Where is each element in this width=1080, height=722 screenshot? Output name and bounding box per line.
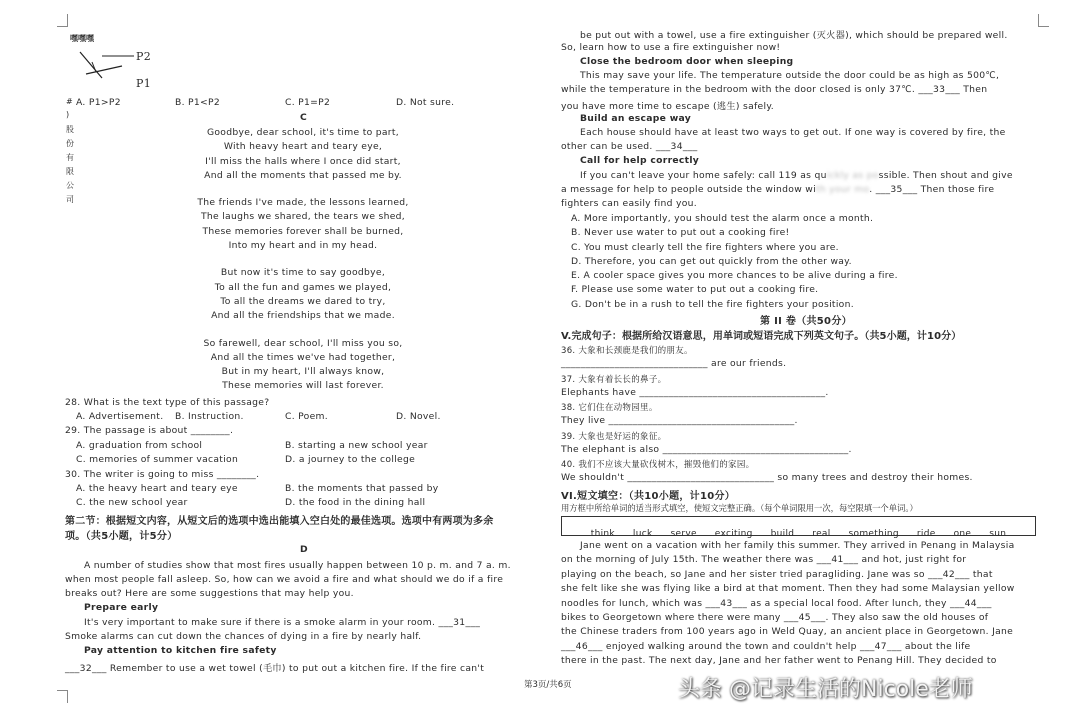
q28-option-c: C. Poem. — [285, 411, 329, 422]
r-text: Then — [960, 84, 988, 95]
r-line: Each house should have at least two ways to get out. If one way is covered by fire, the — [580, 127, 1006, 138]
story-line: ___46___ enjoyed walking around the town and couldn't help ___47___ about the life — [561, 640, 971, 652]
q29-option-d: D. a journey to the college — [285, 454, 416, 465]
blank-31[interactable]: ___31___ — [438, 617, 481, 628]
story-line: playing on the beach, so Jane and her sister tried paragliding. Jane was so ___42___ that — [561, 568, 993, 580]
blurred-text: ickly as po — [826, 170, 879, 181]
diagram-label-p2: P2 — [136, 50, 151, 63]
heading-escape: Build an escape way — [580, 113, 692, 124]
sentence-37-en[interactable]: Elephants have ______________________________________. — [561, 387, 829, 398]
word-bank-item: something — [848, 529, 899, 539]
blank-34[interactable]: ___34___ — [655, 141, 698, 152]
r-line: This may save your life. The temperature outside the door could be as high as 500℃, — [580, 70, 1000, 81]
page-number: 第3页/共6页 — [524, 680, 572, 690]
part6-instruction: 用方框中所给单词的适当形式填空，使短文完整正确。（每个单词限用一次，每空限填一个单词。） — [561, 503, 918, 513]
r-text: ssible. Then shout and give — [878, 170, 1013, 181]
q30-option-b: B. the moments that passed by — [285, 483, 439, 494]
margin-char: 股 — [66, 125, 75, 134]
q28-option-a: A. Advertisement. — [76, 411, 164, 422]
r-line: So, learn how to use a fire extinguisher now! — [561, 42, 781, 53]
poem-line: With heavy heart and teary eye, — [223, 141, 383, 153]
poem-line: Into my heart and in my head. — [228, 240, 378, 252]
d-para-line: breaks out? Here are some suggestions that may help you. — [65, 588, 354, 599]
q28-option-b: B. Instruction. — [175, 411, 244, 422]
r-line — [580, 170, 1013, 181]
option-b: B. P1<P2 — [175, 97, 221, 108]
margin-char: 有 — [66, 153, 75, 162]
blank-35[interactable]: ___35___ — [875, 184, 918, 195]
word-bank-item: luck — [632, 529, 653, 539]
prepare-text — [84, 617, 480, 628]
word-bank — [561, 516, 1036, 539]
option-a: A. P1>P2 — [76, 97, 121, 108]
choice-b[interactable]: B. Never use water to put out a cooking fire! — [571, 227, 790, 239]
poem-line: The laughs we shared, the tears we shed, — [200, 211, 406, 223]
r-line — [561, 184, 994, 195]
word-bank-item: one — [953, 529, 972, 539]
word-bank-item: real — [812, 529, 831, 539]
heading-prepare-early: Prepare early — [84, 602, 159, 613]
sentence-39-cn: 39. 大象也是好运的象征。 — [561, 432, 667, 442]
blank-33[interactable]: ___33___ — [918, 84, 960, 95]
choice-a[interactable]: A. More importantly, you should test the alarm once a month. — [571, 213, 874, 224]
question-28: 28. What is the text type of this passage? — [65, 397, 270, 408]
poem-line: To all the dreams we dared to try, — [220, 295, 386, 307]
r-text: other can be used. — [561, 141, 656, 152]
poem-line: And all the times we've had together, — [210, 351, 396, 363]
r-text: a message for help to people outside the window wi — [561, 184, 816, 195]
question-30: 30. The writer is going to miss ________. — [65, 469, 260, 480]
word-bank-item: think — [590, 529, 615, 539]
r-line: you have more time to escape (逃生) safely. — [561, 101, 774, 112]
d-para-line: when most people fall asleep. So, how can we avoid a fire and what should we do if a fire — [65, 574, 504, 585]
q29-option-b: B. starting a new school year — [285, 440, 428, 451]
sentence-38-cn: 38. 它们住在动物园里。 — [561, 403, 658, 413]
q30-option-d: D. the food in the dining hall — [285, 497, 426, 508]
part2-title-cont: 项。（共5小题，计5分） — [65, 531, 178, 542]
poem-line: To all the fun and games we played, — [214, 281, 392, 293]
kitchen-text-part: Remember to use a wet towel (毛巾) to put out a kitchen fire. If the fire can't — [106, 663, 485, 674]
choice-g[interactable]: G. Don't be in a rush to tell the fire fighters your position. — [571, 298, 854, 310]
answer-choices — [571, 212, 898, 312]
story-line: she felt like she was flying like a bird at that moment. Then they had some Malaysian yellow — [561, 583, 1015, 595]
story-line: there in the past. The next day, Jane and her father went to Penang Hill. They decided to — [561, 655, 997, 667]
heading-call-help: Call for help correctly — [580, 155, 700, 166]
poem-line: I'll miss the halls where I once did start, — [205, 155, 401, 167]
choice-c[interactable]: C. You must clearly tell the fire fighters where you are. — [571, 241, 839, 253]
story-line: bikes to Georgetown where there were many ___45___. They also saw the old houses of — [561, 612, 989, 624]
r-text: If you can't leave your home safely: call 119 as qu — [580, 170, 827, 181]
part2-title: 第二节：根据短文内容，从短文后的选项中选出能填入空白处的最佳选项。选项中有两项为多余 — [65, 516, 494, 527]
margin-char: 司 — [66, 195, 75, 204]
choice-f[interactable]: F. Please use some water to put out a cooking fire. — [571, 284, 819, 296]
story-line: noodles for lunch, which was ___43___ as a special local food. After lunch, they ___44___ — [561, 597, 992, 609]
poem-line: And all the moments that passed me by. — [204, 169, 402, 181]
publisher-logo: 嘿嘿嘿 — [70, 34, 94, 43]
story-line: on the morning of July 15th. The weather there was ___41___ and hot, just right for — [561, 554, 967, 566]
word-bank-item: exciting — [714, 529, 753, 539]
poem-line: These memories forever shall be burned, — [202, 225, 404, 237]
margin-char: 限 — [66, 167, 75, 176]
sentence-37-cn: 37. 大象有着长长的鼻子。 — [561, 375, 667, 385]
diagram-label-p1: P1 — [136, 77, 151, 90]
sentence-39-en[interactable]: The elephant is also ______________________________________. — [561, 444, 852, 455]
word-bank-item: ride — [916, 529, 936, 539]
poem-line: Goodbye, dear school, it's time to part, — [206, 127, 400, 138]
r-text: Then those fire — [917, 184, 995, 195]
d-para-line: A number of studies show that most fires usually happen between 10 p. m. and 7 a. m. — [84, 560, 511, 571]
r-line: fighters can easily find you. — [561, 198, 698, 209]
prepare-text-part: It's very important to make sure if there is a smoke alarm in your room. — [84, 617, 439, 628]
sentence-40-en[interactable]: We shouldn't ______________________________ so many trees and destroy their homes. — [561, 472, 973, 483]
question-29: 29. The passage is about ________. — [65, 425, 234, 436]
sentence-36-en[interactable]: ______________________________ are our friends. — [561, 358, 787, 369]
margin-char: # — [66, 97, 74, 106]
choice-e[interactable]: E. A cooler space gives you more chances to be alive during a fire. — [571, 270, 898, 282]
r-text: . — [869, 184, 876, 195]
crop-mark-top-right — [1038, 14, 1049, 27]
poem-line: But now it's time to say goodbye, — [220, 267, 386, 279]
poem-line: But in my heart, I'll always know, — [221, 366, 385, 378]
poem-line: And all the friendships that we made. — [211, 310, 395, 322]
margin-char: 公 — [66, 181, 75, 190]
crop-mark-bottom-left — [57, 690, 68, 703]
margin-char: ) — [66, 110, 70, 119]
q28-option-d: D. Novel. — [396, 411, 441, 422]
part5-title: V.完成句子：根据所给汉语意思，用单词或短语完成下列英文句子。（共5小题，计10分） — [561, 331, 962, 342]
poem-line: The friends I've made, the lessons learned, — [197, 197, 409, 209]
watermark: 头条 @记录生活的Nicole老师 — [678, 677, 973, 702]
q30-option-a: A. the heavy heart and teary eye — [76, 483, 238, 494]
r-line — [561, 84, 987, 95]
sentence-36-cn: 36. 大象和长颈鹿是我们的朋友。 — [561, 346, 693, 356]
story-line: Jane went on a vacation with her family this summer. They arrived in Penang in Malaysia — [580, 540, 1015, 551]
q30-option-c: C. the new school year — [76, 497, 188, 508]
kitchen-text — [65, 660, 484, 674]
word-bank-item: build — [770, 529, 795, 539]
poem — [150, 126, 456, 394]
r-line — [561, 141, 698, 152]
sentence-38-en[interactable]: They live ______________________________________. — [561, 415, 798, 426]
prepare-text-2: Smoke alarms can cut down the chances of dying in a fire by nearly half. — [65, 631, 422, 642]
choice-d[interactable]: D. Therefore, you can get out quickly from the other way. — [571, 255, 852, 267]
word-bank-item: serve — [670, 529, 697, 539]
section-heading-d: D — [300, 544, 308, 555]
margin-char: 份 — [66, 139, 75, 148]
heading-kitchen-safety: Pay attention to kitchen fire safety — [84, 645, 277, 656]
word-bank-item: sun — [989, 529, 1007, 539]
volume-heading: 第 II 卷（共50分） — [760, 316, 852, 327]
section-heading-c: C — [300, 112, 308, 123]
poem-line: These memories will last forever. — [222, 380, 384, 392]
r-text: while the temperature in the bedroom with the door closed is only 37℃. — [561, 84, 919, 95]
q29-option-c: C. memories of summer vacation — [76, 454, 239, 465]
part6-title: VI.短文填空：（共10小题，计10分） — [561, 491, 736, 502]
story-line: the Chinese traders from 100 years ago in Weld Quay, an ancient place in Georgetown. Jane — [561, 626, 1014, 638]
crop-mark-top-left — [57, 14, 68, 27]
heading-close-door: Close the bedroom door when sleeping — [580, 56, 794, 67]
q29-option-a: A. graduation from school — [76, 440, 203, 451]
sentence-40-cn: 40. 我们不应该大量砍伐树木，摧毁他们的家园。 — [561, 460, 755, 470]
option-d: D. Not sure. — [396, 97, 455, 108]
blurred-text: th your mo — [815, 184, 870, 195]
blank-32[interactable]: ___32___ — [65, 663, 107, 674]
r-line: be put out with a towel, use a fire extinguisher (灭火器), which should be prepared well. — [580, 30, 1008, 41]
option-c: C. P1=P2 — [285, 97, 331, 108]
poem-line: So farewell, dear school, I'll miss you so, — [203, 337, 403, 349]
story-passage — [561, 539, 1015, 669]
